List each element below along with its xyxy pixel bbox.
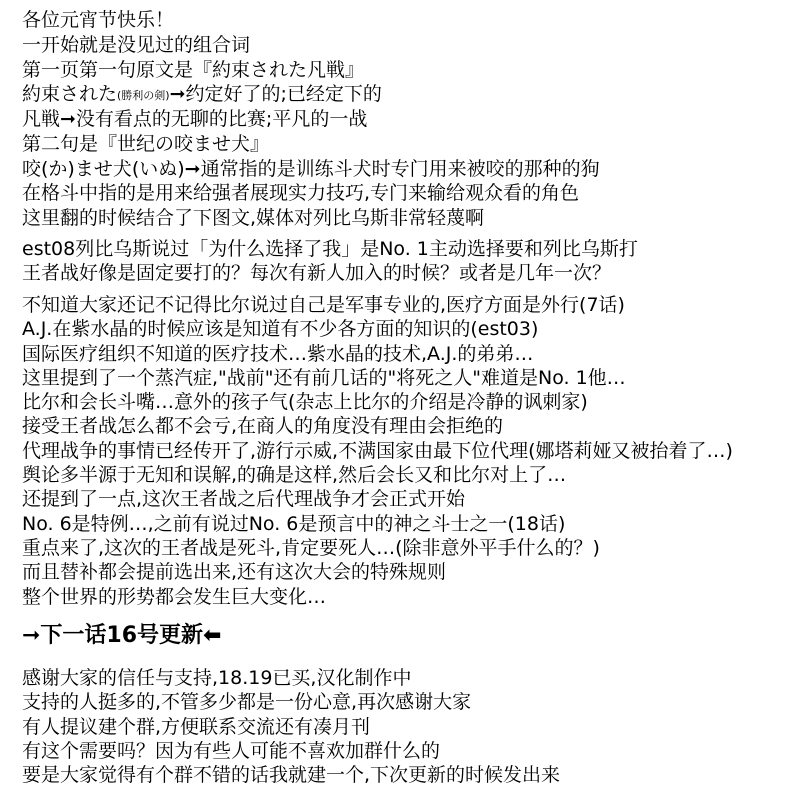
- text-line: est08列比乌斯说过「为什么选择了我」是No. 1主动选择要和列比乌斯打: [22, 238, 638, 260]
- text-line: 还提到了一点,这次王者战之后代理战争才会正式开始: [22, 488, 466, 511]
- text-line: 整个世界的形势都会发生巨大变化…: [22, 585, 327, 608]
- text-line: 支持的人挺多的,不管多少都是一份心意,再次感谢大家: [22, 691, 472, 714]
- next-update-notice: ➞下一话16号更新⬅: [22, 623, 222, 648]
- text-line: 感谢大家的信任与支持,18.19已买,汉化制作中: [22, 667, 412, 689]
- term-word: 約束された: [22, 83, 118, 106]
- thanks-block: [22, 666, 794, 787]
- text-line: 接受王者战怎么都不会亏,在商人的角度没有理由会拒绝的: [22, 415, 504, 438]
- text-line: 王者战好像是固定要打的？每次有新人加入的时候？或者是几年一次？: [22, 262, 612, 285]
- text-line: 而且替补都会提前选出来,还有这次大会的特殊规则: [22, 561, 447, 584]
- terms-block: [22, 8, 794, 231]
- text-line: 这里翻的时候结合了下图文,媒体对列比乌斯非常轻蔑啊: [22, 207, 485, 229]
- text-line: 一开始就是没见过的组合词: [22, 33, 251, 56]
- text-line: 比尔和会长斗嘴…意外的孩子气(杂志上比尔的介绍是冷静的讽刺家): [22, 391, 588, 414]
- text-line: 重点来了,这次的王者战是死斗,肯定要死人…(除非意外平手什么的？): [22, 536, 600, 559]
- text-line: 不知道大家还记不记得比尔说过自己是军事专业的,医疗方面是外行(7话): [22, 294, 625, 316]
- term-meaning: ➞约定好了的;已经定下的: [169, 83, 382, 106]
- text-line: 凡戦➞没有看点的无聊的比赛;平凡的一战: [22, 108, 368, 130]
- text-line: No. 6是特例…,之前有说过No. 6是预言中的神之斗士之一(18话): [22, 512, 566, 535]
- text-line: 在格斗中指的是用来给强者展现实力技巧,专门来输给观众看的角色: [22, 182, 580, 205]
- text-line: 第二句是『世纪の咬ませ犬』: [22, 132, 270, 155]
- text-line: 第一页第一句原文是『約束された凡戦』: [22, 58, 365, 81]
- text-line: 舆论多半源于无知和误解,的确是这样,然后会长又和比尔对上了…: [22, 464, 567, 487]
- text-line: 代理战争的事情已经传开了,游行示威,不满国家由最下位代理(娜塔莉娅又被抬着了…): [22, 439, 733, 462]
- greeting-line: 各位元宵节快乐！: [22, 9, 175, 31]
- text-line: 国际医疗组织不知道的医疗技术…紫水晶的技术,A.J.的弟弟…: [22, 342, 534, 365]
- text-line: 有人提议建个群,方便联系交流还有凑月刊: [22, 715, 371, 738]
- analysis-block: [22, 293, 794, 609]
- text-line: 咬(か)ませ犬(いぬ)➞通常指的是训练斗犬时专门用来被咬的那种的狗: [22, 157, 600, 180]
- text-line: 要是大家觉得有个群不错的话我就建一个,下次更新的时候发出来: [22, 764, 561, 787]
- text-line: 有这个需要吗？因为有些人可能不喜欢加群什么的: [22, 739, 441, 762]
- questions-block: [22, 237, 794, 286]
- next-update-block: [22, 621, 794, 651]
- text-line: 这里提到了一个蒸汽症,"战前"还有前几话的"将死之人"难道是No. 1他…: [22, 366, 626, 389]
- text-line: A.J.在紫水晶的时候应该是知道有不少各方面的知识的(est03): [22, 318, 539, 341]
- term-line-promised: [22, 82, 794, 107]
- term-small-note: (勝利の剣): [117, 89, 170, 103]
